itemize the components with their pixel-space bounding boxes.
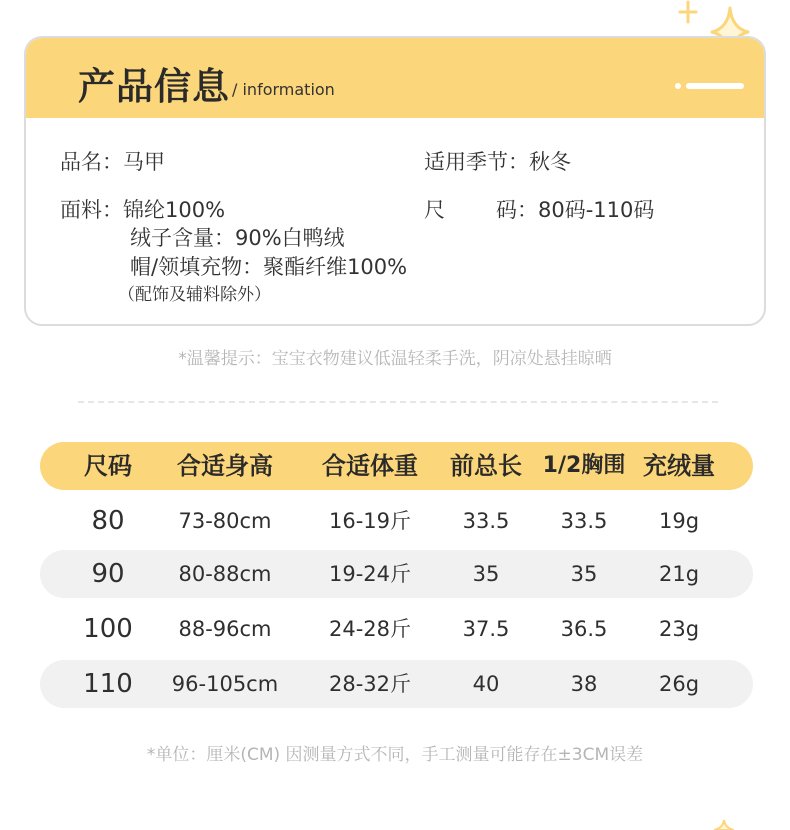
header-down-fill: 充绒量 <box>643 452 715 480</box>
cell-down-fill: 26g <box>658 672 700 696</box>
cell-chest: 35 <box>570 562 598 586</box>
cell-height: 96-105cm <box>171 672 279 696</box>
table-row <box>40 660 753 708</box>
header-length: 前总长 <box>450 452 522 480</box>
header-chest: 1/2胸围 <box>542 453 626 478</box>
cell-chest: 36.5 <box>560 617 608 641</box>
sparkle-icon <box>712 818 736 830</box>
care-tip: *温馨提示：宝宝衣物建议低温轻柔手洗，阴凉处悬挂晾晒 <box>178 349 612 369</box>
product-size-label: 尺 <box>424 198 445 222</box>
product-name: 品名：马甲 <box>60 150 165 174</box>
cell-weight: 19-24斤 <box>328 562 412 586</box>
cell-height: 88-96cm <box>178 617 272 641</box>
header-size: 尺码 <box>84 452 132 480</box>
header-weight: 合适体重 <box>322 452 418 480</box>
table-row <box>40 497 753 545</box>
cell-size: 110 <box>83 669 133 699</box>
cell-size: 80 <box>91 506 125 536</box>
dash-decoration-icon <box>674 82 744 90</box>
cell-down-fill: 21g <box>658 562 700 586</box>
cell-length: 33.5 <box>462 509 510 533</box>
card-subtitle: / information <box>232 80 335 99</box>
cell-length: 37.5 <box>462 617 510 641</box>
header-height: 合适身高 <box>177 452 273 480</box>
cell-height: 80-88cm <box>178 562 272 586</box>
cell-weight: 28-32斤 <box>328 672 412 696</box>
product-filling-note: （配饰及辅料除外） <box>118 285 271 305</box>
cell-length: 40 <box>472 672 500 696</box>
product-filling: 帽/领填充物：聚酯纤维100% <box>130 255 408 279</box>
cell-size: 90 <box>91 559 125 589</box>
cell-chest: 38 <box>570 672 598 696</box>
card-title: 产品信息 <box>78 65 230 108</box>
product-season: 适用季节：秋冬 <box>424 150 571 174</box>
table-row <box>40 605 753 653</box>
cell-weight: 16-19斤 <box>328 509 412 533</box>
table-row <box>40 550 753 598</box>
product-size-range: 码：80码-110码 <box>496 198 655 222</box>
product-fabric: 面料：锦纶100% <box>60 198 226 222</box>
table-header <box>40 442 753 490</box>
card-header <box>26 38 764 118</box>
cell-down-fill: 23g <box>658 617 700 641</box>
cell-chest: 33.5 <box>560 509 608 533</box>
measurement-note: *单位：厘米(CM) 因测量方式不同，手工测量可能存在±3CM误差 <box>146 745 644 765</box>
product-down-content: 绒子含量：90%白鸭绒 <box>130 226 345 250</box>
cell-down-fill: 19g <box>658 509 700 533</box>
cell-weight: 24-28斤 <box>328 617 412 641</box>
cell-height: 73-80cm <box>178 509 272 533</box>
product-info-card <box>24 36 766 326</box>
dashed-divider <box>78 401 718 403</box>
cell-length: 35 <box>472 562 500 586</box>
cell-size: 100 <box>83 614 133 644</box>
